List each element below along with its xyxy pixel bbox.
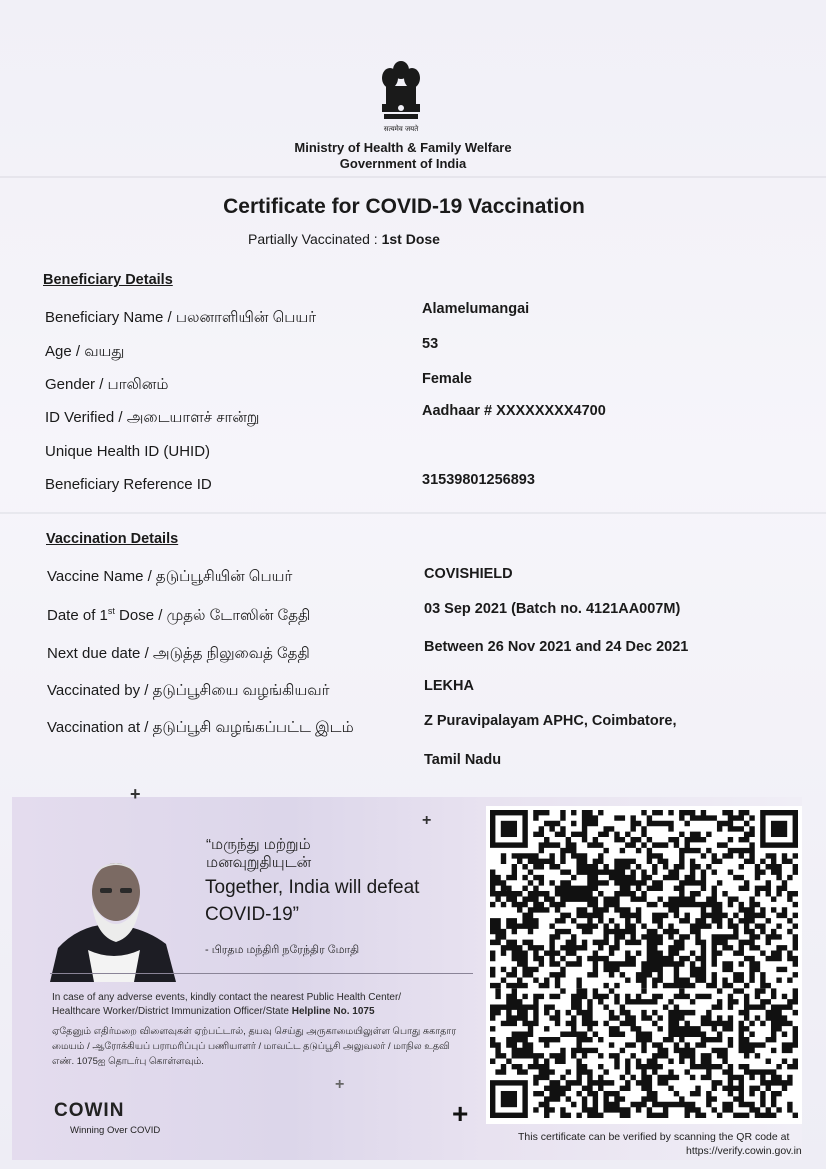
gender-value: Female xyxy=(422,371,472,387)
age-value: 53 xyxy=(422,336,439,352)
divider xyxy=(50,973,473,974)
verify-note: This certificate can be verified by scanning the QR code at xyxy=(518,1131,790,1143)
paper-fold xyxy=(0,512,826,514)
next-due-value: Between 26 Nov 2021 and 24 Dec 2021 xyxy=(424,639,689,655)
quote-english: Together, India will defeat COVID-19” xyxy=(205,877,420,925)
certificate-title: Certificate for COVID-19 Vaccination xyxy=(223,195,585,218)
svg-text:सत्यमेव जयते: सत्यमेव जयते xyxy=(383,125,419,133)
vaccination-at-value-line2: Tamil Nadu xyxy=(424,752,502,768)
quote-tamil: “மருந்து மற்றும் மனவுறுதியுடன் xyxy=(206,836,312,871)
cowin-logo: COWIN xyxy=(54,1100,125,1121)
reference-id-label: Beneficiary Reference ID xyxy=(45,476,212,493)
first-dose-label: Date of 1st Dose / முதல் டோஸின் தேதி xyxy=(47,606,311,624)
status-prefix: Partially Vaccinated : xyxy=(248,231,382,247)
cowin-tagline: Winning Over COVID xyxy=(70,1125,161,1136)
beneficiary-name-label: Beneficiary Name / பலனாளியின் பெயர் xyxy=(45,309,317,326)
qr-code-icon xyxy=(490,810,798,1118)
adverse-events-note: In case of any adverse events, kindly contact the nearest Public Health Center/ Healthcare Worker/District Immunization Officer/State Helpline No. 1075 xyxy=(52,992,402,1017)
helpline-number: Helpline No. 1075 xyxy=(291,1006,375,1017)
gender-label: Gender / பாலினம் xyxy=(45,376,169,393)
status-dose: 1st Dose xyxy=(381,231,440,247)
id-verified-label: ID Verified / அடையாளச் சான்று xyxy=(45,409,260,426)
qr-finder-pattern xyxy=(760,810,798,848)
vaccinated-by-value: LEKHA xyxy=(424,678,474,694)
next-due-label: Next due date / அடுத்த நிலுவைத் தேதி xyxy=(47,645,310,662)
uhid-label: Unique Health ID (UHID) xyxy=(45,443,211,460)
vaccination-at-label: Vaccination at / தடுப்பூசி வழங்கப்பட்ட இடம் xyxy=(47,719,354,736)
qr-modules xyxy=(490,810,798,1118)
plus-icon: + xyxy=(130,784,141,804)
adverse-events-note-tamil: ஏதேனும் எதிர்மறை விளைவுகள் ஏற்பட்டால், தயவு செய்து அருகாமையிலுள்ள பொது சுகாதார மையம் / ஆரோக்கியப் பராமரிப்புப் பணியாளர் / மாவட்ட தடுப்பூசி அலுவலர் / மாநில உதவி எண். 1075ஐ தொடர்பு கொள்ளவும். xyxy=(52,1026,457,1067)
national-emblem-icon xyxy=(372,58,430,138)
vaccination-status xyxy=(248,231,440,247)
id-verified-value: Aadhaar # XXXXXXXX4700 xyxy=(422,403,606,419)
plus-icon: + xyxy=(422,812,432,829)
vaccine-name-label: Vaccine Name / தடுப்பூசியின் பெயர் xyxy=(47,568,293,585)
vaccination-at-value: Z Puravipalayam APHC, Coimbatore, xyxy=(424,713,677,729)
beneficiary-name-value: Alamelumangai xyxy=(422,301,530,317)
plus-icon: + xyxy=(452,1098,469,1129)
vaccination-heading: Vaccination Details xyxy=(46,531,179,547)
paper-fold xyxy=(0,176,826,178)
first-dose-value: 03 Sep 2021 (Batch no. 4121AA007M) xyxy=(424,601,681,617)
age-label: Age / வயது xyxy=(45,343,125,360)
government-name: Government of India xyxy=(339,156,467,171)
quote-attribution: - பிரதம மந்திரி நரேந்திர மோதி xyxy=(205,944,360,956)
reference-id-value: 31539801256893 xyxy=(422,472,535,488)
portrait-photo xyxy=(48,852,180,982)
vaccine-name-value: COVISHIELD xyxy=(424,566,513,582)
qr-finder-pattern xyxy=(490,810,528,848)
qr-finder-pattern xyxy=(490,1080,528,1118)
vaccinated-by-label: Vaccinated by / தடுப்பூசியை வழங்கியவர் xyxy=(47,682,330,699)
verify-url[interactable]: https://verify.cowin.gov.in xyxy=(686,1145,802,1157)
plus-icon: + xyxy=(335,1076,345,1093)
beneficiary-heading: Beneficiary Details xyxy=(43,272,173,288)
ministry-name: Ministry of Health & Family Welfare xyxy=(294,140,512,155)
